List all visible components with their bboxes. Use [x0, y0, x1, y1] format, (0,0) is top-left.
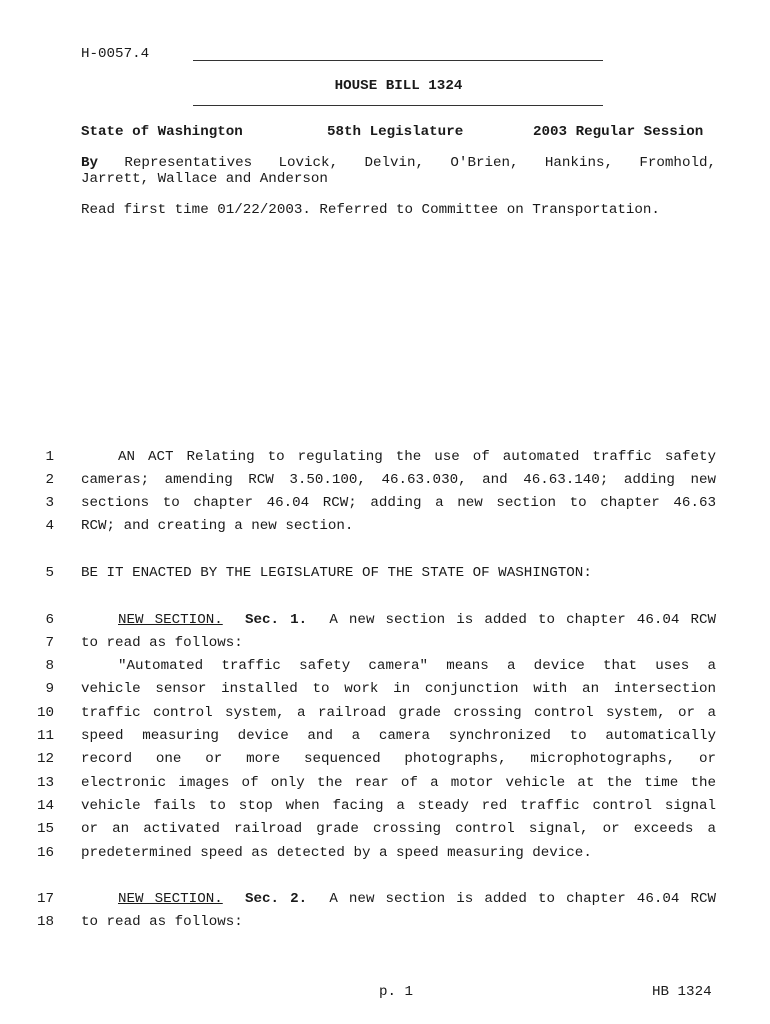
- line-number: 9: [45, 681, 54, 697]
- body-line: traffic control system, a railroad grade crossing control system, or a: [81, 705, 716, 721]
- bill-title: HOUSE BILL 1324: [334, 78, 463, 94]
- body-line: electronic images of only the rear of a motor vehicle at the time the: [81, 775, 716, 791]
- line-number: 6: [45, 612, 54, 628]
- line-number: 7: [45, 635, 54, 651]
- line-number: 8: [45, 658, 54, 674]
- line-number: 16: [36, 845, 54, 861]
- sponsors-line-2: Jarrett, Wallace and Anderson: [81, 171, 328, 187]
- section-text: A new section is added to chapter 46.04 RCW: [329, 612, 717, 628]
- state-label: State of Washington: [81, 124, 243, 140]
- by-label: By: [81, 155, 99, 171]
- legislature-label: 58th Legislature: [327, 124, 464, 140]
- new-section-label: NEW SECTION.: [118, 891, 223, 907]
- section-2-heading: [81, 891, 716, 907]
- body-line: "Automated traffic safety camera" means a device that uses a: [118, 658, 716, 674]
- section-number: Sec. 1.: [244, 612, 308, 628]
- section-text: A new section is added to chapter 46.04 RCW: [329, 891, 717, 907]
- line-number: 17: [36, 891, 54, 907]
- first-read-line: Read first time 01/22/2003. Referred to Committee on Transportation.: [81, 202, 660, 218]
- body-line: RCW; and creating a new section.: [81, 518, 354, 534]
- line-number: 15: [36, 821, 54, 837]
- body-line: or an activated railroad grade crossing control signal, or exceeds a: [81, 821, 716, 837]
- line-number: 4: [45, 518, 54, 534]
- body-line: predetermined speed as detected by a speed measuring device.: [81, 845, 592, 861]
- session-label: 2003 Regular Session: [533, 124, 704, 140]
- header-rule-bottom: [193, 105, 603, 106]
- line-number: 10: [36, 705, 54, 721]
- body-line: vehicle sensor installed to work in conjunction with an intersection: [81, 681, 716, 697]
- new-section-label: NEW SECTION.: [118, 612, 223, 628]
- sponsors-names-1: Representatives Lovick, Delvin, O'Brien, Hankins, Fromhold,: [124, 155, 716, 171]
- footer-bill-id: HB 1324: [652, 984, 712, 1000]
- line-number: 1: [45, 449, 54, 465]
- header-rule-top: [193, 60, 603, 61]
- body-line: to read as follows:: [81, 914, 243, 930]
- line-number: 18: [36, 914, 54, 930]
- line-number: 2: [45, 472, 54, 488]
- body-line: cameras; amending RCW 3.50.100, 46.63.030, and 46.63.140; adding new: [81, 472, 716, 488]
- page-number: p. 1: [379, 984, 414, 1000]
- body-line: to read as follows:: [81, 635, 243, 651]
- body-line: vehicle fails to stop when facing a steady red traffic control signal: [81, 798, 716, 814]
- section-number: Sec. 2.: [244, 891, 308, 907]
- line-number: 11: [36, 728, 54, 744]
- line-number: 14: [36, 798, 54, 814]
- body-line: sections to chapter 46.04 RCW; adding a new section to chapter 46.63: [81, 495, 716, 511]
- section-1-heading: [81, 612, 716, 628]
- document-id: H-0057.4: [81, 46, 150, 62]
- line-number: 13: [36, 775, 54, 791]
- line-number: 3: [45, 495, 54, 511]
- body-line: speed measuring device and a camera synchronized to automatically: [81, 728, 716, 744]
- line-number: 5: [45, 565, 54, 581]
- body-line: record one or more sequenced photographs, microphotographs, or: [81, 751, 716, 767]
- enacting-clause: BE IT ENACTED BY THE LEGISLATURE OF THE STATE OF WASHINGTON:: [81, 565, 592, 581]
- line-number: 12: [36, 751, 54, 767]
- sponsors-line-1: [81, 155, 716, 171]
- body-line: AN ACT Relating to regulating the use of automated traffic safety: [118, 449, 716, 465]
